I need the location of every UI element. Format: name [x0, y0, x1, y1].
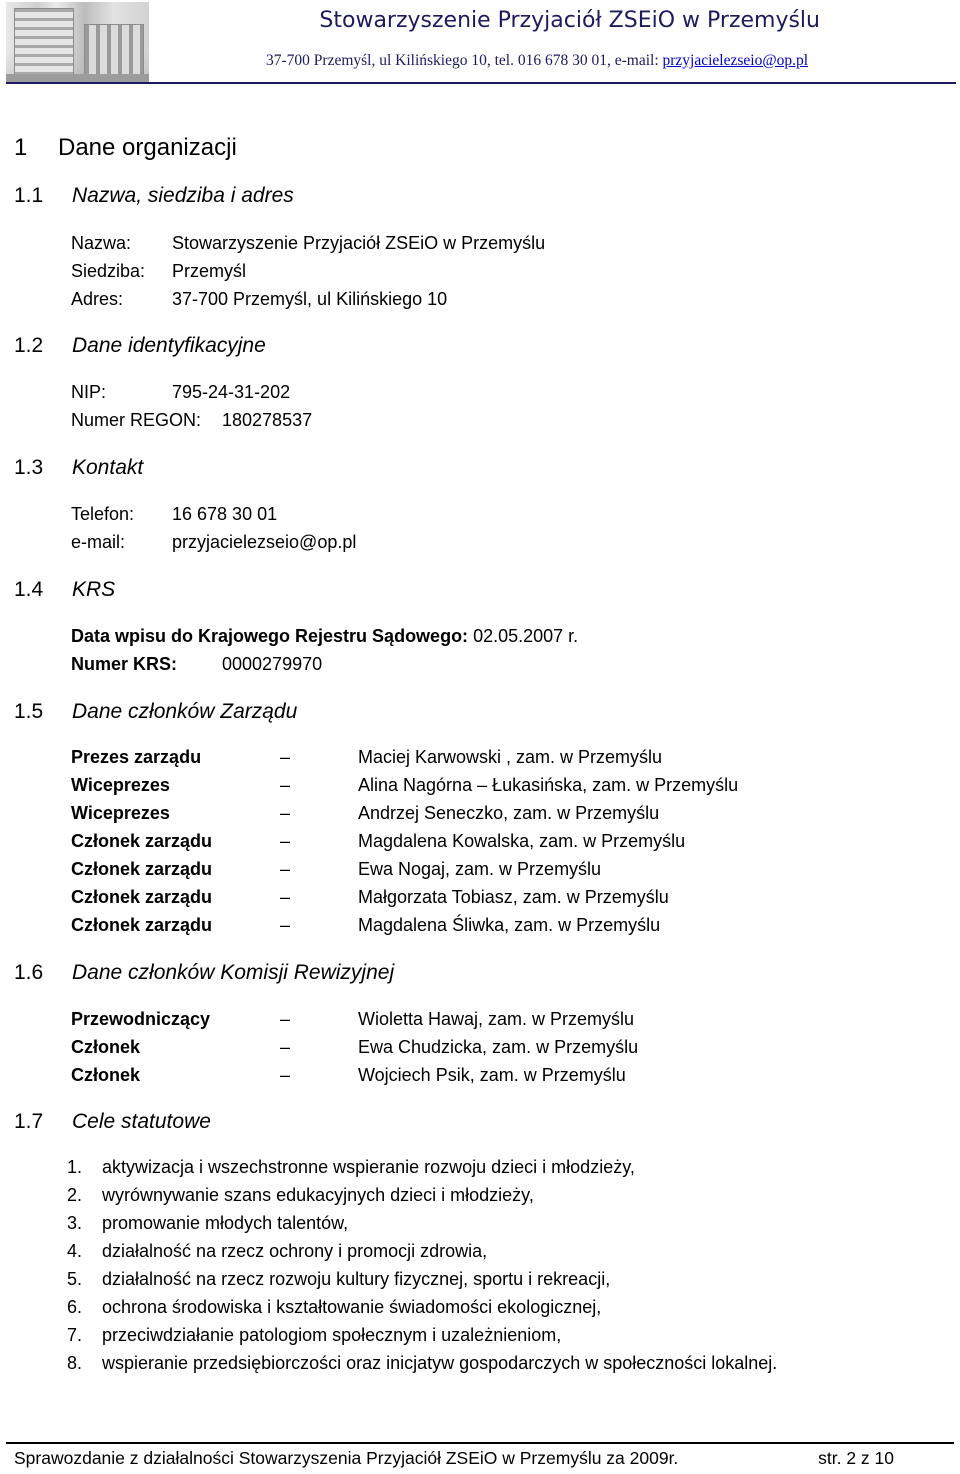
member-role: Członek zarządu — [71, 887, 213, 907]
row-label: Data wpisu do Krajowego Rejestru Sądowego: — [71, 626, 469, 646]
header-org-name: Stowarzyszenie Przyjaciół ZSEiO w Przemyślu — [319, 8, 820, 33]
goal-text: promowanie młodych talentów, — [102, 1213, 349, 1233]
member-role: Członek zarządu — [71, 831, 213, 851]
row-value: Przemyśl — [172, 261, 247, 281]
dash: – — [279, 775, 290, 795]
subsection-heading-1-3 — [14, 456, 143, 480]
header-divider — [6, 82, 956, 84]
member-role: Członek — [71, 1037, 141, 1057]
member-role: Wiceprezes — [71, 775, 170, 795]
subsection-number: 1.6 — [14, 961, 44, 984]
member-name: Andrzej Seneczko, zam. w Przemyślu — [358, 803, 660, 823]
member-role: Przewodniczący — [71, 1009, 211, 1029]
section-number: 1 — [14, 134, 28, 161]
header-contact — [266, 52, 926, 70]
dash: – — [279, 803, 290, 823]
subsection-number: 1.4 — [14, 578, 44, 601]
member-role: Wiceprezes — [71, 803, 170, 823]
header-photo — [6, 2, 149, 84]
subsection-title: Nazwa, siedziba i adres — [72, 184, 294, 207]
subsection-heading-1-1 — [14, 184, 294, 208]
row-label: Telefon: — [71, 504, 135, 524]
member-name: Wioletta Hawaj, zam. w Przemyślu — [358, 1009, 635, 1029]
subsection-heading-1-6 — [14, 961, 394, 985]
goal-number: 1. — [67, 1157, 83, 1177]
row-label: e-mail: — [71, 532, 126, 552]
row-value: Stowarzyszenie Przyjaciół ZSEiO w Przemyślu — [172, 233, 546, 253]
goals-list — [67, 1157, 947, 1397]
member-name: Magdalena Śliwka, zam. w Przemyślu — [358, 915, 661, 935]
krs-entry-row — [71, 626, 578, 647]
goal-text: aktywizacja i wszechstronne wspieranie rozwoju dzieci i młodzieży, — [102, 1157, 635, 1177]
footer-report-title: Sprawozdanie z działalności Stowarzyszenia Przyjaciół ZSEiO w Przemyślu za 2009r. — [14, 1448, 679, 1468]
row-label: Numer REGON: — [71, 410, 202, 430]
dash: – — [279, 831, 290, 851]
member-role: Prezes zarządu — [71, 747, 202, 767]
row-value: 02.05.2007 r. — [473, 626, 579, 646]
member-name: Małgorzata Tobiasz, zam. w Przemyślu — [358, 887, 669, 907]
goal-text: wspieranie przedsiębiorczości oraz inicjatyw gospodarczych w społeczności lokalnej. — [102, 1353, 778, 1373]
goal-number: 5. — [67, 1269, 83, 1289]
dash: – — [279, 1009, 290, 1029]
member-name: Alina Nagórna – Łukasińska, zam. w Przemyślu — [358, 775, 739, 795]
building-right — [84, 24, 144, 80]
dash: – — [279, 747, 290, 767]
member-name: Maciej Karwowski , zam. w Przemyślu — [358, 747, 663, 767]
member-name: Magdalena Kowalska, zam. w Przemyślu — [358, 831, 686, 851]
goal-number: 7. — [67, 1325, 83, 1345]
footer-divider — [6, 1442, 954, 1444]
subsection-title: Kontakt — [72, 456, 144, 479]
member-name: Ewa Nogaj, zam. w Przemyślu — [358, 859, 602, 879]
subsection-title: Dane identyfikacyjne — [72, 334, 266, 357]
subsection-title: Dane członków Komisji Rewizyjnej — [72, 961, 395, 984]
email-value[interactable]: przyjacielezseio@op.pl — [172, 532, 357, 552]
dash: – — [279, 1037, 290, 1057]
row-label: Siedziba: — [71, 261, 146, 281]
dash: – — [279, 915, 290, 935]
row-label: Adres: — [71, 289, 124, 309]
subsection-number: 1.1 — [14, 184, 44, 207]
section-heading — [14, 134, 237, 162]
goal-number: 3. — [67, 1213, 83, 1233]
goal-text: ochrona środowiska i kształtowanie świadomości ekologicznej, — [102, 1297, 602, 1317]
goal-text: wyrównywanie szans edukacyjnych dzieci i młodzieży, — [102, 1185, 534, 1205]
row-value: 180278537 — [222, 410, 313, 430]
subsection-heading-1-2 — [14, 334, 266, 358]
member-name: Wojciech Psik, zam. w Przemyślu — [358, 1065, 626, 1085]
subsection-title: Dane członków Zarządu — [72, 700, 298, 723]
section-title: Dane organizacji — [58, 134, 237, 161]
dash: – — [279, 1065, 290, 1085]
row-value: 37-700 Przemyśl, ul Kilińskiego 10 — [172, 289, 448, 309]
member-role: Członek zarządu — [71, 859, 213, 879]
member-role: Członek — [71, 1065, 141, 1085]
subsection-heading-1-7 — [14, 1110, 211, 1134]
dash: – — [279, 887, 290, 907]
subsection-heading-1-5 — [14, 700, 297, 724]
subsection-title: Cele statutowe — [72, 1110, 211, 1133]
goal-number: 2. — [67, 1185, 83, 1205]
subsection-number: 1.7 — [14, 1110, 44, 1133]
row-value: 795-24-31-202 — [172, 382, 291, 402]
row-label: NIP: — [71, 382, 107, 402]
header-contact-prefix: 37-700 Przemyśl, ul Kilińskiego 10, tel. 016 678 30 01, e-mail: — [266, 52, 663, 69]
subsection-number: 1.3 — [14, 456, 44, 479]
member-role: Członek zarządu — [71, 915, 213, 935]
member-name: Ewa Chudzicka, zam. w Przemyślu — [358, 1037, 639, 1057]
row-label: Numer KRS: — [71, 654, 178, 674]
goal-text: działalność na rzecz ochrony i promocji zdrowia, — [102, 1241, 488, 1261]
subsection-number: 1.2 — [14, 334, 44, 357]
goal-text: przeciwdziałanie patologiom społecznym i uzależnieniom, — [102, 1325, 562, 1345]
dash: – — [279, 859, 290, 879]
subsection-number: 1.5 — [14, 700, 44, 723]
subsection-title: KRS — [72, 578, 116, 601]
row-value: 16 678 30 01 — [172, 504, 278, 524]
subsection-heading-1-4 — [14, 578, 115, 602]
goal-number: 8. — [67, 1353, 83, 1373]
footer-page-number: str. 2 z 10 — [818, 1448, 894, 1468]
row-label: Nazwa: — [71, 233, 132, 253]
goal-number: 4. — [67, 1241, 83, 1261]
header-email-link[interactable]: przyjacielezseio@op.pl — [662, 52, 809, 69]
goal-text: działalność na rzecz rozwoju kultury fizycznej, sportu i rekreacji, — [102, 1269, 611, 1289]
row-value: 0000279970 — [222, 654, 323, 674]
building-left — [14, 8, 74, 80]
goal-number: 6. — [67, 1297, 83, 1317]
